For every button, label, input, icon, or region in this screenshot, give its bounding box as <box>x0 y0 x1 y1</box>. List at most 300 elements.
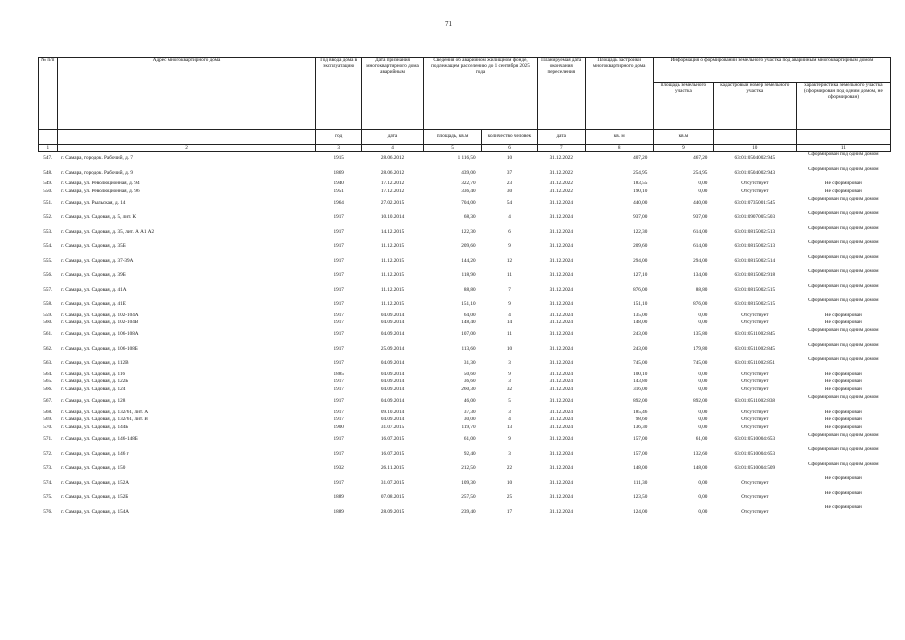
row-people: 25 <box>506 494 513 501</box>
row-planned-date: 31.12.2024 <box>549 345 573 352</box>
row-recognition-date: 11.12.2015 <box>380 272 405 279</box>
row-people: 10 <box>506 155 513 162</box>
row-people: 4 <box>508 214 511 221</box>
row-building-area: 123,50 <box>633 494 648 501</box>
row-address: г. Самара, ул. Садовая, д. 132/61, лит. А <box>61 409 149 415</box>
row-cadastral-number: 63:01:0815002:513 <box>734 228 776 235</box>
row-people: 10 <box>506 479 513 486</box>
row-land-characteristic: Сформирован под одним домом <box>808 298 879 304</box>
unit-planned-date: дата <box>537 130 585 145</box>
row-land-area: 179,80 <box>693 345 708 352</box>
row-address: г. Самара, ул. Садовая, д. 102-104А <box>61 312 139 318</box>
row-building-area: 190,10 <box>633 188 648 194</box>
row-address: г. Самара, городок. Рабочий, д. 7 <box>61 155 133 162</box>
row-land-area: 0,00 <box>698 425 708 431</box>
row-year: 1917 <box>333 417 344 423</box>
row-building-area: 294,00 <box>633 257 648 264</box>
row-land-area: 0,00 <box>698 417 708 423</box>
row-address: г. Самара, ул. Садовая, д. 124 <box>61 387 126 393</box>
row-recognition-date: 31.07.2015 <box>380 479 405 486</box>
row-area: 704,00 <box>461 199 476 206</box>
row-recognition-date: 14.12.2015 <box>380 228 405 235</box>
row-land-area: 892,00 <box>693 398 708 405</box>
row-land-characteristic: Сформирован под одним домом <box>808 211 879 217</box>
row-building-area: 122,30 <box>633 228 648 235</box>
table-row <box>39 181 891 189</box>
table-row <box>39 417 891 425</box>
row-address: г. Самара, ул. Садовая, д. 146 г <box>61 450 129 457</box>
table-row <box>39 255 891 270</box>
row-cadastral-number: Отсутствует <box>741 312 769 318</box>
header-year: Год ввода дома в эксплуатацию <box>316 58 362 130</box>
column-number: 5 <box>424 145 482 152</box>
row-building-area: 892,00 <box>633 398 648 405</box>
row-cadastral-number: Отсутствует <box>741 508 769 515</box>
row-land-area: 0,00 <box>698 379 708 385</box>
row-cadastral-number: 63:01:0907005:503 <box>734 214 776 221</box>
row-cadastral-number: 63:01:0510004:509 <box>734 465 776 472</box>
row-recognition-date: 04.09.2014 <box>380 417 405 423</box>
row-area: 439,00 <box>461 169 476 176</box>
row-cadastral-number: 63:01:0815002:918 <box>734 272 776 279</box>
row-number: 568. <box>43 409 53 415</box>
row-people: 5 <box>508 398 511 405</box>
row-number: 557. <box>43 286 53 293</box>
row-planned-date: 31.12.2024 <box>549 379 573 385</box>
row-address: г. Самара, ул. Садовая, д. 154А <box>61 508 130 515</box>
row-cadastral-number: 63:01:0510004:653 <box>734 436 776 443</box>
row-planned-date: 31.12.2022 <box>549 181 573 186</box>
row-area: 37,30 <box>463 409 476 415</box>
row-area: 64,00 <box>463 312 476 318</box>
row-land-characteristic: Не сформирован <box>824 379 862 385</box>
unit-date: дата <box>361 130 423 145</box>
row-land-characteristic: Сформирован под одним домом <box>808 432 879 438</box>
row-recognition-date: 28.09.2015 <box>380 508 405 515</box>
row-building-area: 254,95 <box>633 169 648 176</box>
unit-cell <box>796 130 890 145</box>
row-planned-date: 31.12.2024 <box>549 465 573 472</box>
row-area: 46,00 <box>463 398 476 405</box>
row-planned-date: 31.12.2024 <box>549 312 573 318</box>
row-building-area: 157,00 <box>633 450 648 457</box>
page-number: 71 <box>445 20 452 28</box>
row-land-characteristic: Сформирован под одним домом <box>808 196 879 202</box>
row-area: 30,00 <box>463 417 476 423</box>
row-year: 1889 <box>333 494 344 501</box>
header-number: № п/п <box>39 58 58 130</box>
row-people: 37 <box>506 169 513 176</box>
row-land-area: 614,00 <box>693 228 708 235</box>
unit-cell <box>57 130 316 145</box>
row-recognition-date: 16.07.2015 <box>380 450 405 457</box>
row-cadastral-number: Отсутствует <box>741 417 769 423</box>
row-land-area: 148,00 <box>693 465 708 472</box>
row-number: 551. <box>43 199 53 206</box>
row-recognition-date: 31.07.2015 <box>380 425 405 431</box>
table-row <box>39 269 891 284</box>
row-people: 3 <box>508 379 511 385</box>
row-people: 11 <box>506 331 512 338</box>
row-building-area: 143,80 <box>633 379 648 385</box>
unit-land-sqm: кв.м <box>653 130 713 145</box>
table-row <box>39 476 891 491</box>
row-recognition-date: 27.02.2015 <box>380 199 405 206</box>
row-planned-date: 31.12.2024 <box>549 417 573 423</box>
table-row <box>39 357 891 372</box>
row-land-characteristic: Не сформирован <box>824 387 862 393</box>
row-address: г. Самара, ул. Садовая, д. 144Б <box>61 425 129 431</box>
row-land-area: 876,00 <box>693 301 708 308</box>
row-land-area: 132,60 <box>693 450 708 457</box>
row-address: г. Самара, ул. Садовая, д. 150 <box>61 465 126 472</box>
row-planned-date: 31.12.2024 <box>549 508 573 515</box>
row-land-area: 0,00 <box>698 387 708 393</box>
row-land-characteristic: Не сформирован <box>824 417 862 423</box>
row-number: 559. <box>43 312 53 318</box>
row-area: 107,00 <box>461 331 476 338</box>
row-planned-date: 31.12.2022 <box>549 155 573 162</box>
row-building-area: 157,00 <box>633 436 648 443</box>
row-address: г. Самара, ул. Рыльская, д. 14 <box>61 199 126 206</box>
row-area: 119,70 <box>461 425 476 431</box>
row-people: 32 <box>506 387 513 393</box>
row-address: г. Самара, ул. Садовая, д. 152Б <box>61 494 129 501</box>
row-land-area: 614,00 <box>693 243 708 250</box>
row-land-area: 745,00 <box>693 360 708 367</box>
row-address: г. Самара, ул. Садовая, д. 5, лит. К <box>61 214 136 221</box>
row-land-area: 88,80 <box>695 286 708 293</box>
row-planned-date: 31.12.2024 <box>549 199 573 206</box>
row-area: 148,40 <box>461 320 476 326</box>
table-row <box>39 387 891 395</box>
row-recognition-date: 04.09.2014 <box>380 387 405 393</box>
row-land-area: 0,00 <box>698 508 708 515</box>
row-address: г. Самара, ул. Садовая, д. 41А <box>61 286 127 293</box>
row-number: 560. <box>43 320 53 326</box>
row-cadastral-number: Отсутствует <box>741 425 769 431</box>
row-people: 3 <box>508 360 511 367</box>
table-row <box>39 433 891 448</box>
row-number: 566. <box>43 387 53 393</box>
row-planned-date: 31.12.2024 <box>549 398 573 405</box>
row-year: 1917 <box>333 450 344 457</box>
row-people: 12 <box>506 257 513 264</box>
column-number: 6 <box>482 145 538 152</box>
row-recognition-date: 04.09.2014 <box>380 398 405 405</box>
row-address: г. Самара, ул. Садовая, д. 128 <box>61 398 126 405</box>
row-area: 212,50 <box>461 465 476 472</box>
row-building-area: 243,00 <box>633 345 648 352</box>
row-people: 6 <box>508 228 511 235</box>
row-year: 1917 <box>333 312 344 318</box>
row-number: 565. <box>43 379 53 385</box>
row-recognition-date: 04.09.2014 <box>380 331 405 338</box>
row-land-area: 0,00 <box>698 371 708 377</box>
row-recognition-date: 17.12.2012 <box>380 188 405 194</box>
row-planned-date: 31.12.2024 <box>549 409 573 415</box>
row-year: 1917 <box>333 243 344 250</box>
row-land-area: 294,00 <box>693 257 708 264</box>
row-number: 572. <box>43 450 53 457</box>
row-address: г. Самара, ул. Садовая, д. 116 <box>61 371 126 377</box>
row-land-area: 254,95 <box>693 169 708 176</box>
column-number: 1 <box>39 145 58 152</box>
header-building-area: Площадь застройки многоквартирного дома <box>585 58 653 130</box>
row-area: 239,40 <box>461 508 476 515</box>
row-address: г. Самара, ул. Садовая, д. 146-148Б <box>61 436 138 443</box>
row-area: 88,80 <box>463 286 476 293</box>
row-number: 553. <box>43 228 53 235</box>
row-planned-date: 31.12.2024 <box>549 214 573 221</box>
row-number: 563. <box>43 360 53 367</box>
row-year: 1917 <box>333 301 344 308</box>
row-land-area: 937,00 <box>693 214 708 221</box>
row-address: г. Самара, ул. Садовая, д. 102-104В <box>61 320 139 326</box>
row-land-characteristic: Сформирован под одним домом <box>808 225 879 231</box>
table-row <box>39 167 891 182</box>
header-recognition-date: Дата признания многоквартирного дома аварийным <box>361 58 423 130</box>
unit-area: площадь, кв.м <box>424 130 482 145</box>
row-year: 1900 <box>333 425 344 431</box>
table-row <box>39 320 891 328</box>
row-recognition-date: 17.12.2012 <box>380 181 405 186</box>
row-year: 1917 <box>333 398 344 405</box>
row-recognition-date: 04.09.2014 <box>380 320 405 326</box>
row-cadastral-number: Отсутствует <box>741 409 769 415</box>
row-area: 144,20 <box>461 257 476 264</box>
row-cadastral-number: Отсутствует <box>741 494 769 501</box>
row-people: 9 <box>508 243 511 250</box>
row-land-characteristic: Сформирован под одним домом <box>808 269 879 275</box>
row-land-characteristic: Не сформирован <box>824 505 862 511</box>
header-land-characteristic: характеристика земельного участка (сформирован под одним домом, не сформирован) <box>796 83 890 130</box>
row-number: 576. <box>43 508 53 515</box>
row-address: г. Самара, ул. Садовая, д. 39Б <box>61 272 126 279</box>
row-area: 118,90 <box>461 272 476 279</box>
row-number: 570. <box>43 425 53 431</box>
row-planned-date: 31.12.2022 <box>549 169 573 176</box>
table-row <box>39 211 891 226</box>
row-cadastral-number: Отсутствует <box>741 387 769 393</box>
row-year: 1932 <box>333 465 344 472</box>
row-year: 1940 <box>333 181 344 186</box>
row-land-characteristic: Не сформирован <box>824 312 862 318</box>
column-number: 11 <box>796 145 890 152</box>
row-cadastral-number: 63:01:0511002:845 <box>734 345 776 352</box>
row-number: 564. <box>43 371 53 377</box>
table-row <box>39 491 891 506</box>
row-land-characteristic: Не сформирован <box>824 188 862 194</box>
row-address: г. Самара, ул. Революционная, д. 96 <box>61 188 140 194</box>
column-number: 4 <box>361 145 423 152</box>
row-area: 31,30 <box>463 360 476 367</box>
row-people: 4 <box>508 417 511 423</box>
row-year: 1917 <box>333 228 344 235</box>
row-year: 1917 <box>333 387 344 393</box>
row-cadastral-number: 63:01:0504002:943 <box>734 169 776 176</box>
row-recognition-date: 04.09.2014 <box>380 371 405 377</box>
unit-cell <box>713 130 796 145</box>
row-number: 558. <box>43 301 53 308</box>
table-row <box>39 379 891 387</box>
row-building-area: 111,30 <box>633 479 648 486</box>
row-building-area: 937,00 <box>633 214 648 221</box>
row-land-area: 0,00 <box>698 312 708 318</box>
row-building-area: 745,00 <box>633 360 648 367</box>
row-year: 1915 <box>333 155 344 162</box>
unit-people: количество человек <box>482 130 538 145</box>
row-land-characteristic: Сформирован под одним домом <box>808 461 879 467</box>
row-year: 1885 <box>333 371 344 377</box>
row-land-area: 0,00 <box>698 409 708 415</box>
row-land-area: 0,00 <box>698 188 708 194</box>
row-cadastral-number: 63:01:0510004:653 <box>734 450 776 457</box>
row-planned-date: 31.12.2024 <box>549 272 573 279</box>
row-land-characteristic: Не сформирован <box>824 409 862 415</box>
row-building-area: 124,00 <box>633 508 648 515</box>
row-address: г. Самара, ул. Садовая, д. 41Е <box>61 301 126 308</box>
table-body <box>39 152 891 520</box>
row-number: 547. <box>43 155 53 162</box>
row-people: 9 <box>508 301 511 308</box>
row-year: 1917 <box>333 479 344 486</box>
row-planned-date: 31.12.2024 <box>549 228 573 235</box>
row-number: 552. <box>43 214 53 221</box>
row-planned-date: 31.12.2024 <box>549 479 573 486</box>
row-area: 68,30 <box>463 214 476 221</box>
row-year: 1964 <box>333 199 344 206</box>
row-recognition-date: 04.09.2014 <box>380 379 405 385</box>
row-recognition-date: 11.12.2015 <box>380 301 405 308</box>
row-people: 3 <box>508 409 511 415</box>
row-land-characteristic: Не сформирован <box>824 476 862 482</box>
row-year: 1917 <box>333 214 344 221</box>
row-land-characteristic: Сформирован под одним домом <box>808 357 879 363</box>
table-row <box>39 298 891 313</box>
row-people: 22 <box>506 465 513 472</box>
row-number: 562. <box>43 345 53 352</box>
row-year: 1917 <box>333 379 344 385</box>
row-land-area: 467,20 <box>693 155 708 162</box>
table-row <box>39 284 891 299</box>
row-building-area: 316,00 <box>633 387 648 393</box>
row-address: г. Самара, ул. Садовая, д. 122Б <box>61 379 129 385</box>
row-number: 555. <box>43 257 53 264</box>
row-planned-date: 31.12.2024 <box>549 360 573 367</box>
row-people: 9 <box>508 436 511 443</box>
column-number: 2 <box>57 145 316 152</box>
row-planned-date: 31.12.2024 <box>549 371 573 377</box>
row-planned-date: 31.12.2024 <box>549 243 573 250</box>
row-cadastral-number: Отсутствует <box>741 371 769 377</box>
table-row <box>39 462 891 477</box>
row-number: 569. <box>43 417 53 423</box>
row-recognition-date: 11.12.2015 <box>380 286 405 293</box>
row-land-area: 0,00 <box>698 494 708 501</box>
row-building-area: 151,10 <box>633 301 648 308</box>
row-people: 11 <box>506 272 512 279</box>
row-cadastral-number: Отсутствует <box>741 181 769 186</box>
row-area: 260,30 <box>461 387 476 393</box>
row-building-area: 185,46 <box>633 409 648 415</box>
row-cadastral-number: 63:01:0511002:845 <box>734 331 776 338</box>
row-area: 61,00 <box>463 436 476 443</box>
header-land-area: площадь земельного участка <box>653 83 713 130</box>
row-building-area: 243,00 <box>633 331 648 338</box>
row-recognition-date: 07.08.2015 <box>380 494 405 501</box>
row-people: 30 <box>506 188 513 194</box>
row-recognition-date: 28.06.2012 <box>380 155 405 162</box>
row-recognition-date: 10.10.2014 <box>380 214 405 221</box>
row-recognition-date: 11.12.2015 <box>380 257 405 264</box>
row-planned-date: 31.12.2024 <box>549 286 573 293</box>
row-people: 54 <box>506 199 513 206</box>
table-row <box>39 425 891 433</box>
row-number: 548. <box>43 169 53 176</box>
row-land-characteristic: Не сформирован <box>824 425 862 431</box>
row-cadastral-number: 63:01:0511002:838 <box>734 398 776 405</box>
row-land-characteristic: Не сформирован <box>824 490 862 496</box>
unit-cell <box>39 130 58 145</box>
row-number: 575. <box>43 494 53 501</box>
column-number: 9 <box>653 145 713 152</box>
table-row <box>39 447 891 462</box>
row-building-area: 98,60 <box>635 417 648 423</box>
row-land-characteristic: Не сформирован <box>824 371 862 377</box>
row-land-area: 135,80 <box>693 331 708 338</box>
row-building-area: 127,10 <box>633 272 648 279</box>
row-year: 1917 <box>333 286 344 293</box>
row-year: 1917 <box>333 331 344 338</box>
table-row <box>39 328 891 343</box>
row-land-characteristic: Сформирован под одним домом <box>808 254 879 260</box>
row-land-area: 0,00 <box>698 479 708 486</box>
row-land-characteristic: Сформирован под одним домом <box>808 166 879 172</box>
header-land-info: Информация о формировании земельного участка под аварийным многоквартирным домом <box>653 58 890 83</box>
row-area: 1 116,50 <box>457 155 476 162</box>
row-year: 1917 <box>333 257 344 264</box>
row-people: 23 <box>506 181 513 186</box>
row-planned-date: 31.12.2024 <box>549 450 573 457</box>
row-address: г. Самара, ул. Садовая, д. 37-39А <box>61 257 134 264</box>
row-planned-date: 31.12.2024 <box>549 301 573 308</box>
row-recognition-date: 04.09.2014 <box>380 312 405 318</box>
row-year: 1917 <box>333 345 344 352</box>
header-address: Адрес многоквартирного дома <box>57 58 316 130</box>
row-cadastral-number: Отсутствует <box>741 379 769 385</box>
row-planned-date: 31.12.2022 <box>549 188 573 194</box>
row-recognition-date: 25.09.2014 <box>380 345 405 352</box>
row-people: 9 <box>508 371 511 377</box>
row-area: 257,50 <box>461 494 476 501</box>
row-land-characteristic: Сформирован под одним домом <box>808 342 879 348</box>
column-number: 7 <box>537 145 585 152</box>
row-cadastral-number: 63:01:0815002:515 <box>734 286 776 293</box>
row-area: 50,60 <box>463 371 476 377</box>
header-cadastral-number: кадастровый номер земельного участка <box>713 83 796 130</box>
row-number: 567. <box>43 398 53 405</box>
row-year: 1917 <box>333 272 344 279</box>
row-land-characteristic: Сформирован под одним домом <box>808 240 879 246</box>
row-address: г. Самара, городок. Рабочий, д. 9 <box>61 169 133 176</box>
header-planned-date: Планируемая дата окончания переселения <box>537 58 585 130</box>
row-cadastral-number: 63:01:0735001:545 <box>734 199 776 206</box>
column-number: 8 <box>585 145 653 152</box>
row-cadastral-number: 63:01:0815002:513 <box>734 243 776 250</box>
row-recognition-date: 11.12.2015 <box>380 243 405 250</box>
row-planned-date: 31.12.2024 <box>549 387 573 393</box>
